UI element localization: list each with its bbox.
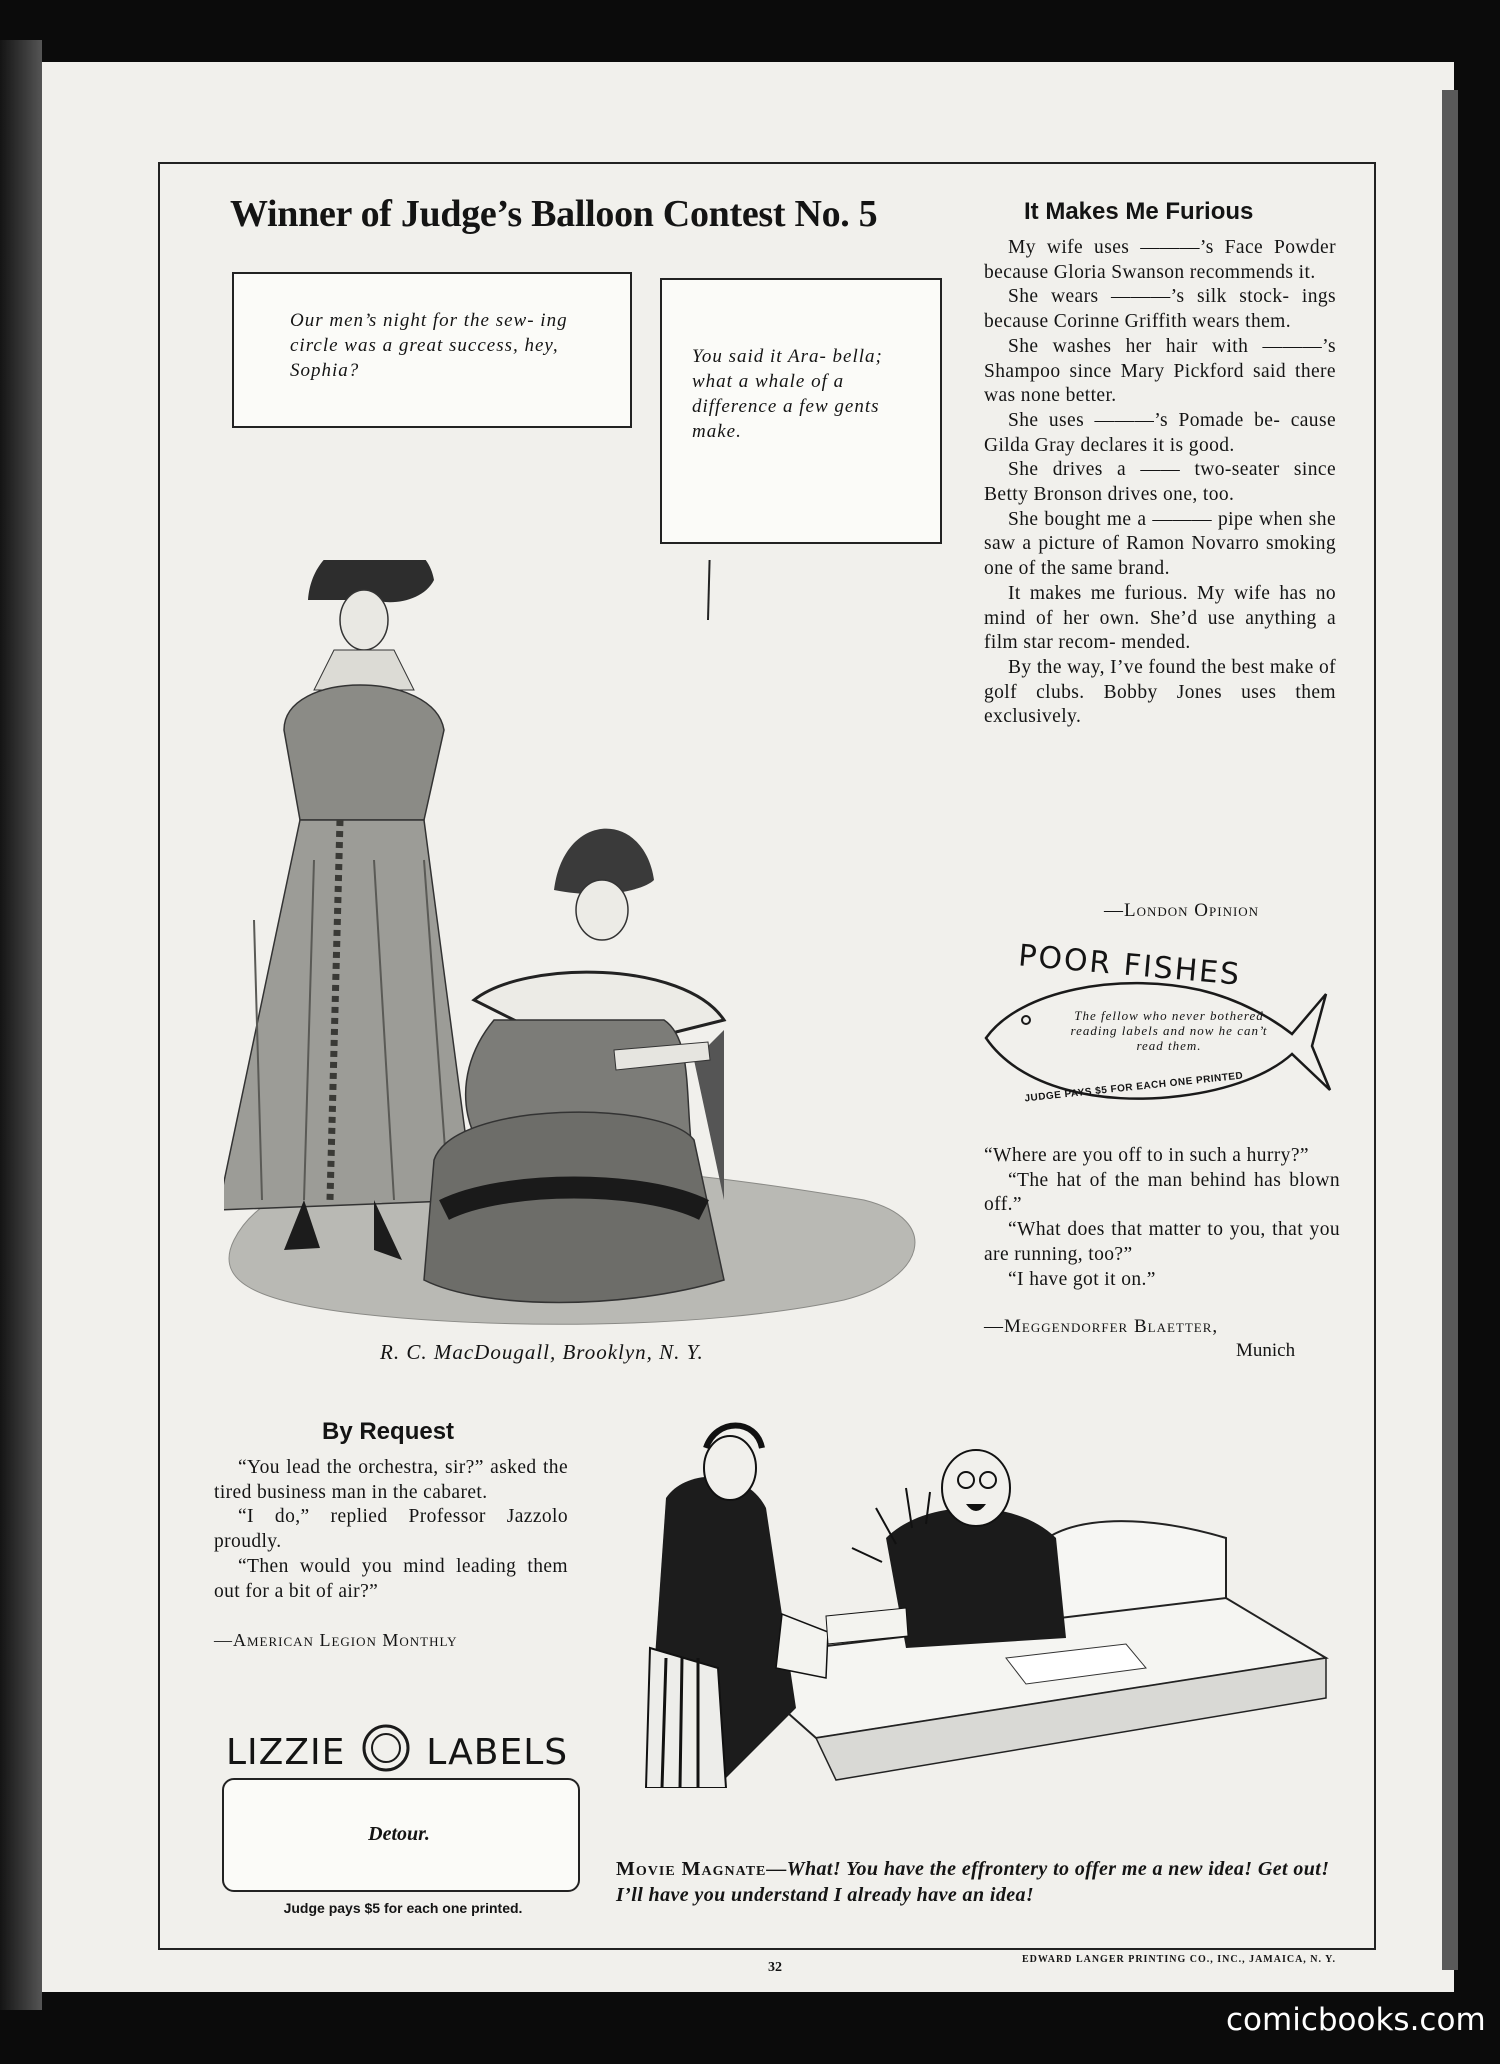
page-number: 32	[768, 1960, 782, 1975]
hurry-paragraph: “The hat of the man behind has blown off.”	[984, 1169, 1340, 1216]
speech-balloon-left	[232, 272, 632, 428]
cartoon-caption	[616, 1856, 1346, 1908]
furious-paragraph: She uses ———’s Pomade be- cause Gilda Gray declares it is good.	[984, 409, 1336, 456]
two-ladies-illustration	[224, 560, 944, 1340]
seated-lady-figure	[424, 829, 724, 1303]
furious-paragraph: It makes me furious. My wife has no mind of her own. She’d use anything a film star recom- mended.	[984, 582, 1336, 654]
lizzie-word: LIZZIE	[226, 1732, 346, 1773]
hurry-joke-body	[984, 1144, 1340, 1292]
poor-fishes-text: The fellow who never bothered reading labels and now he can’t read them.	[1070, 1008, 1268, 1053]
furious-paragraph: She wears ———’s silk stock- ings because Corinne Griffith wears them.	[984, 286, 1336, 333]
page-edge-shadow	[1442, 90, 1458, 1970]
balloon-contest-credit: R. C. MacDougall, Brooklyn, N. Y.	[380, 1340, 704, 1364]
lizzie-labels-header	[226, 1722, 568, 1774]
poor-fishes-title: POOR FISHES	[1016, 938, 1243, 993]
request-joke-title: By Request	[322, 1418, 455, 1445]
furious-paragraph: She washes her hair with ———’s Shampoo since Mary Pickford said there was none better.	[984, 335, 1336, 407]
hurry-source: —Meggendorfer Blaetter,	[984, 1316, 1219, 1337]
furious-paragraph: She drives a —— two-seater since Betty Bronson drives one, too.	[984, 459, 1336, 506]
hurry-paragraph: “What does that matter to you, that you are running, too?”	[984, 1219, 1340, 1265]
furious-paragraph: She bought me a ——— pipe when she saw a picture of Ramon Novarro smoking one of the same brand.	[984, 508, 1336, 580]
site-watermark: comicbooks.com	[1226, 2002, 1486, 2038]
labels-word: LABELS	[426, 1732, 569, 1773]
furious-article-title: It Makes Me Furious	[1024, 198, 1254, 225]
hurry-paragraph: “Where are you off to in such a hurry?”	[984, 1145, 1309, 1166]
balloon-contest-title: Winner of Judge’s Balloon Contest No. 5	[230, 193, 878, 235]
request-joke-body	[214, 1456, 568, 1604]
furious-source: —London Opinion	[1104, 900, 1260, 921]
lizzie-label-answer: Detour.	[368, 1823, 430, 1845]
cartoon-quote: —What! You have the effrontery to offer me a new idea! Get out! I’ll have you understand I already have an idea!	[616, 1858, 1330, 1906]
furious-article-body	[984, 236, 1336, 730]
hurry-paragraph: “I have got it on.”	[1008, 1268, 1156, 1290]
speech-balloon-right	[660, 278, 942, 544]
request-source: —American Legion Monthly	[214, 1630, 458, 1650]
movie-magnate-cartoon	[606, 1408, 1340, 1788]
book-spine-shadow	[0, 40, 42, 2010]
poor-fishes-pay-line: JUDGE PAYS $5 FOR EACH ONE PRINTED	[1024, 1070, 1244, 1105]
hurry-source-city: Munich	[1236, 1340, 1296, 1361]
tire-icon	[360, 1722, 412, 1774]
speech-balloon-right-text: You said it Ara- bella; what a whale of a difference a few gents make.	[692, 346, 883, 442]
furious-paragraph: By the way, I’ve found the best make of golf clubs. Bobby Jones uses them exclusively.	[984, 656, 1336, 728]
request-paragraph: “I do,” replied Professor Jazzolo proudly.	[214, 1506, 568, 1553]
speech-balloon-left-text: Our men’s night for the sew- ing circle was a great success, hey, Sophia?	[290, 310, 568, 381]
lizzie-pay-line: Judge pays $5 for each one printed.	[283, 1900, 523, 1916]
request-paragraph: “Then would you mind leading them out for a bit of air?”	[214, 1555, 568, 1602]
request-paragraph: “You lead the orchestra, sir?” asked the tired business man in the cabaret.	[214, 1457, 568, 1503]
furious-paragraph: My wife uses ———’s Face Powder because Gloria Swanson recommends it.	[984, 237, 1336, 283]
printer-credit: EDWARD LANGER PRINTING CO., INC., JAMAICA, N. Y.	[1022, 1954, 1336, 1965]
cartoon-speaker: Movie Magnate	[616, 1858, 767, 1880]
